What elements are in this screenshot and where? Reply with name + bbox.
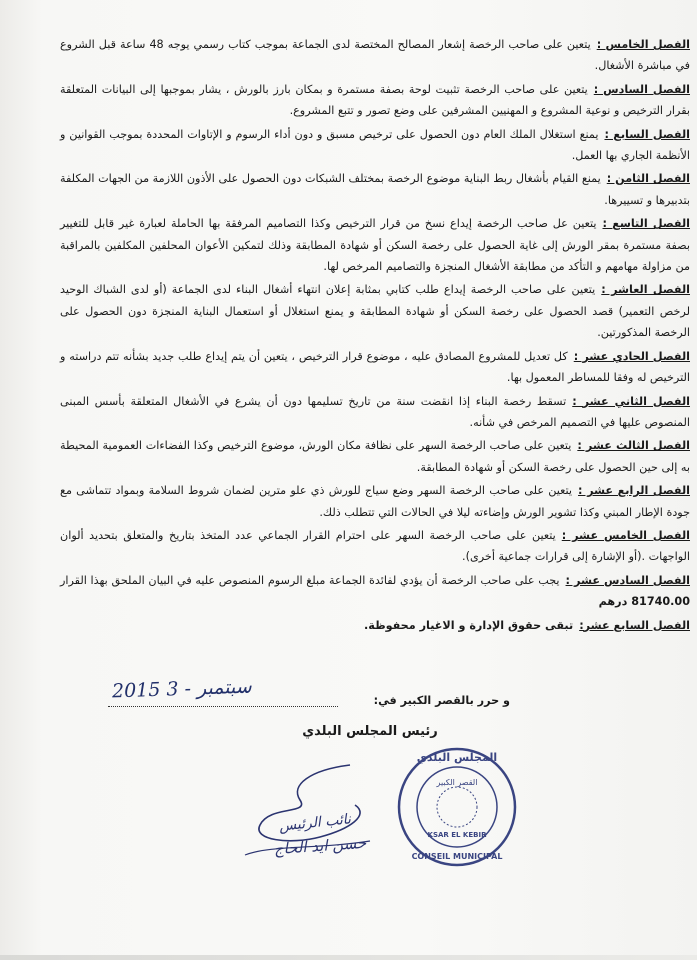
- clause-heading: الفصل السابع عشر:: [579, 618, 690, 632]
- clause-16: [60, 570, 690, 613]
- clause-text: يجب على صاحب الرخصة أن يؤدي لفائدة الجماعة مبلغ الرسوم المنصوص عليه في البيان الملحق بهذا القرار: [60, 573, 560, 587]
- clause-text: يتعين على صاحب الرخصة إيداع طلب كتابي بمثابة إعلان انتهاء أشغال البناء لدى الجماعة (أو لدى الشباك الوحيد لرخص التعمير) قصد الحصول على رخصة السكن أو شهادة المطابقة و يمنع استغلال أو استعمال البناية المنجزة دون الحصول على الرخصة المذكورتين.: [60, 283, 690, 340]
- clause-11: [60, 346, 690, 389]
- clause-heading: الفصل السادس عشر :: [565, 573, 690, 587]
- clause-text: يتعين عل صاحب الرخصة إيداع نسخ من قرار الترخيص وكذا التصاميم المرفقة بها الحاملة لعبارة غير قابل للتغيير بصفة مستمرة بمقر الورش إلى غاية الحصول على رخصة السكن أو شهادة المطابقة وذلك لتمكين الأعوان المحلفين المكلفين بالمراقبة من مزاولة مهامهم و التأكد من مطابقة الأشغال المنجزة والتصاميم المرخص لها.: [60, 217, 690, 274]
- clause-text: يتعين على صاحب الرخصة السهر على نظافة مكان الورش، موضوع الترخيص وكذا الفضاءات العمومية المحيطة به إلى حين الحصول على رخصة السكن أو شهادة المطابقة.: [60, 439, 690, 474]
- svg-text:KSAR EL KEBIR: KSAR EL KEBIR: [427, 831, 487, 839]
- clause-9: [60, 213, 690, 277]
- clause-heading: الفصل السادس :: [593, 82, 690, 96]
- page-bottom-edge: [0, 955, 697, 960]
- clause-text: يتعين على صاحب الرخصة إشعار المصالح المختصة لدى الجماعة بموجب كتاب رسمي يوجه 48 ساعة قبل الشروع في مباشرة الأشغال.: [60, 38, 690, 73]
- clause-text: كل تعديل للمشروع المصادق عليه ، موضوع قرار الترخيص ، يتعين أن يتم إيداع طلب جديد بشأنه تتم دراسته و الترخيص له وفقا للمساطر المعمول بها.: [60, 349, 690, 385]
- clause-heading: الفصل الثالث عشر :: [577, 439, 690, 453]
- clause-heading: الفصل التاسع :: [602, 217, 690, 231]
- clause-heading: الفصل الثاني عشر :: [572, 394, 690, 408]
- signature: [230, 745, 380, 875]
- clause-heading: الفصل الثامن :: [606, 172, 690, 186]
- clause-text: يتعين على صاحب الرخصة السهر وضع سياج للورش ذي علو مترين لضمان شروط السلامة وبمواد تتماشى مع جودة الإطار المبني وكذا تشوير الورش وإضاءته ليلا في الحالات التي تتطلب ذلك.: [60, 484, 690, 519]
- clause-8: [60, 168, 690, 211]
- stamp-seal-icon: [395, 745, 520, 870]
- clause-text: تبقى حقوق الإدارة و الاغيار محفوظة.: [364, 618, 574, 632]
- date-handwritten-area: [112, 674, 312, 708]
- clause-heading: الفصل الخامس :: [596, 38, 690, 51]
- clause-text: يمنع القيام بأشغال ربط البناية موضوع الرخصة بمختلف الشبكات دون الحصول على الأذون اللازمة من الجهات المكلفة بتدبيرها و تسييرها.: [60, 172, 690, 207]
- fee-amount: 81740.00 درهم: [598, 595, 690, 609]
- clauses-list: [60, 34, 690, 638]
- clause-text: يتعين على صاحب الرخصة تثبيت لوحة بصفة مستمرة و بمكان بارز بالورش ، يشار بموجبها إلى البيانات المتعلقة بقرار الترخيص و نوعية المشروع و المهنيين المشرفين على وضع تصور و تتبع المشروع.: [60, 82, 690, 118]
- handwritten-date: 2015 سبتمبر - 3: [111, 675, 252, 703]
- place-label: و حرر بالقصر الكبير في:: [373, 694, 510, 707]
- clause-10: [60, 279, 690, 343]
- clause-heading: الفصل السابع :: [604, 127, 690, 141]
- clause-text: يمنع استغلال الملك العام دون الحصول على ترخيص مسبق و دون أداء الرسوم و الإتاوات المحددة بموجب القوانين و الأنظمة الجاري بها العمل.: [60, 127, 690, 163]
- clause-12: [60, 391, 690, 434]
- clause-heading: الفصل الرابع عشر :: [578, 484, 690, 498]
- clause-heading: الفصل الحادي عشر :: [573, 349, 690, 363]
- svg-text:المجلس البلدي: المجلس البلدي: [416, 751, 498, 764]
- signature-role: نائب الرئيس: [278, 811, 352, 835]
- clause-text: يتعين على صاحب الرخصة السهر على احترام القرار الجماعي عدد المتخذ بتاريخ والمتعلق بتحديد ألوان الواجهات .(أو الإشارة إلى قرارات جماعية أخرى).: [60, 528, 690, 564]
- clause-heading: الفصل العاشر :: [601, 283, 690, 297]
- clause-14: [60, 480, 690, 523]
- dotted-line: [108, 706, 338, 707]
- signer-title: رئيس المجلس البلدي: [302, 724, 438, 739]
- clause-5: [60, 34, 690, 77]
- clause-6: [60, 79, 690, 122]
- clause-text: تسقط رخصة البناء إذا انقضت سنة من تاريخ تسليمها دون أن يشرع في الأشغال المتعلقة بأسس المبنى المنصوص عليها في التصميم المرخص في شأنه.: [60, 394, 690, 429]
- clause-13: [60, 435, 690, 478]
- clause-heading: الفصل الخامس عشر :: [561, 528, 690, 542]
- clause-15: [60, 525, 690, 568]
- svg-text:CONSEIL MUNICIPAL: CONSEIL MUNICIPAL: [411, 852, 503, 861]
- svg-text:القصر الكبير: القصر الكبير: [436, 778, 478, 787]
- clause-17: [60, 615, 690, 636]
- clause-7: [60, 124, 690, 167]
- signature-name: حسن ايد الحاج: [273, 833, 367, 859]
- official-stamp: [395, 745, 520, 870]
